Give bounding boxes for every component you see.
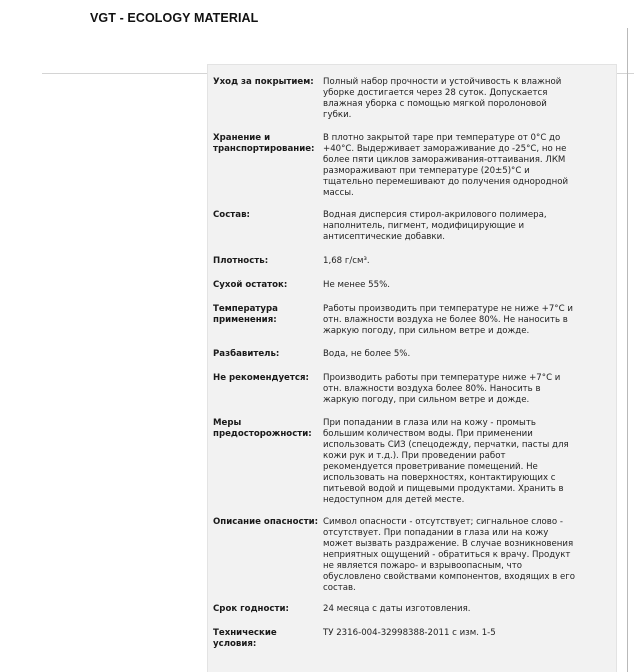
property-value: Работы производить при температуре не ниже +7°С и отн. влажности воздуха не более 80%. Не наносить в жаркую погоду, при сильном ветре и дожде. bbox=[323, 304, 573, 336]
property-label: Не рекомендуется: bbox=[213, 373, 309, 383]
property-value: Символ опасности - отсутствует; сигнальное слово - отсутствует. При попадании в глаза или на кожу может вызвать раздражение. В случае возникновения неприятных ощущений - обратиться к врачу. Продукт не является пожаро- и взрывоопасным, что обусловлено свойствами компонентов, входящих в его состав. bbox=[323, 517, 576, 593]
property-label: Описание опасности: bbox=[213, 517, 319, 527]
property-label: Сухой остаток: bbox=[213, 280, 288, 290]
property-value: Полный набор прочности и устойчивость к влажной уборке достигается через 28 суток. Допускается влажная уборка с помощью мягкой поролоновой губки. bbox=[323, 77, 562, 120]
property-value: ТУ 2316-004-32998388-2011 с изм. 1-5 bbox=[323, 628, 496, 638]
property-value: В плотно закрытой таре при температуре от 0°С до +40°С. Выдерживает замораживание до -25°С, но не более пяти циклов замораживания-оттаивания. ЛКМ размораживают при температуре (20±5)°С и тщательно перемешивают до получения однородной массы. bbox=[323, 133, 569, 198]
property-label: Технические условия: bbox=[213, 628, 277, 649]
property-label: Срок годности: bbox=[213, 604, 289, 614]
property-label: Плотность: bbox=[213, 256, 269, 266]
property-label: Хранение и транспортирование: bbox=[213, 133, 315, 154]
property-value: 24 месяца с даты изготовления. bbox=[323, 604, 471, 614]
property-value: 1,68 г/см³. bbox=[323, 256, 370, 266]
property-label: Меры предосторожности: bbox=[213, 418, 312, 439]
property-value: Вода, не более 5%. bbox=[323, 349, 411, 359]
property-label: Разбавитель: bbox=[213, 349, 280, 359]
property-value: Не менее 55%. bbox=[323, 280, 391, 290]
page-edge-line bbox=[627, 28, 628, 672]
property-label: Температура применения: bbox=[213, 304, 278, 325]
property-value: При попадании в глаза или на кожу - промыть большим количеством воды. При применении использовать СИЗ (спецодежду, перчатки, пасты для кожи рук и т.д.). При проведении работ рекомендуется проветривание помещений. Не использовать на поверхностях, контактирующих с питьевой водой и пищевыми продуктами. Хранить в недоступном для детей месте. bbox=[323, 418, 569, 505]
property-value: Водная дисперсия стирол-акрилового полимера, наполнитель, пигмент, модифицирующие и антисептические добавки. bbox=[323, 210, 547, 242]
document-header-title: VGT - ECOLOGY MATERIAL bbox=[90, 11, 259, 25]
property-value: Производить работы при температуре ниже +7°С и отн. влажности воздуха более 80%. Наносить в жаркую погоду, при сильном ветре и дожде. bbox=[323, 373, 561, 405]
property-label: Уход за покрытием: bbox=[213, 77, 314, 87]
property-label: Состав: bbox=[213, 210, 250, 220]
